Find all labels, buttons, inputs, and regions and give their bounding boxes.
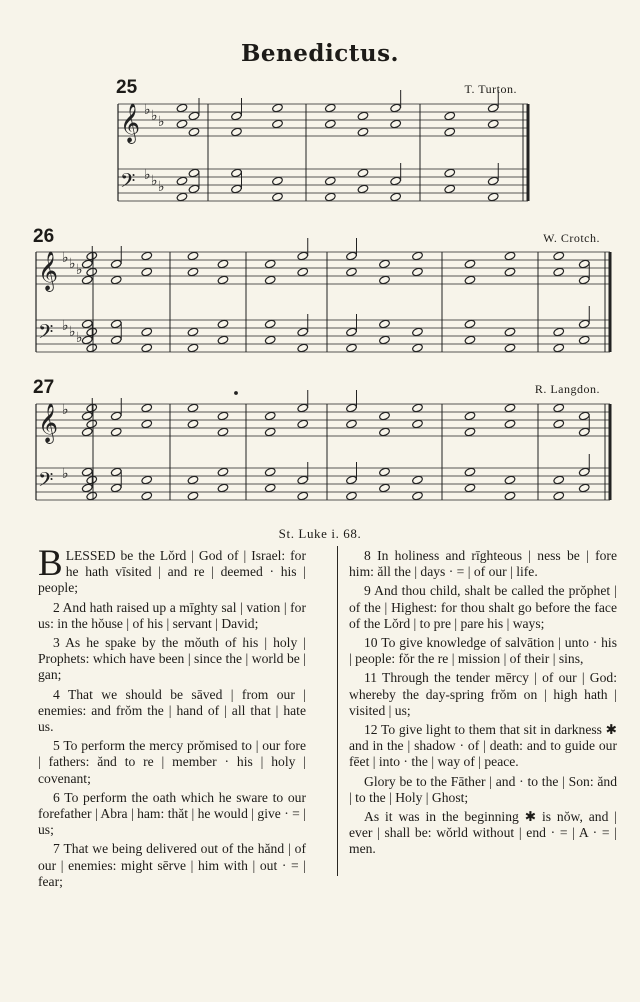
note-head	[141, 491, 153, 501]
note-head	[141, 343, 153, 353]
note-head	[444, 111, 456, 121]
note-head	[86, 491, 98, 501]
note-head	[487, 192, 499, 202]
note-head	[553, 327, 565, 337]
note-head	[578, 467, 590, 477]
flat-sign: ♭	[151, 109, 158, 124]
note-head	[81, 483, 93, 493]
composer-langdon: R. Langdon.	[534, 382, 600, 396]
note-head	[141, 267, 153, 277]
note-head	[325, 119, 337, 129]
note-head	[187, 475, 199, 485]
note-head	[188, 168, 200, 178]
note-head	[297, 343, 309, 353]
note-head	[346, 475, 358, 485]
note-head	[297, 267, 309, 277]
note-head	[553, 343, 565, 353]
note-head	[188, 184, 200, 194]
note-head	[412, 327, 424, 337]
note-head	[379, 335, 391, 345]
note-head	[187, 403, 199, 413]
note-head	[187, 343, 199, 353]
flat-sign: ♭	[151, 174, 158, 189]
note-head	[81, 427, 93, 437]
note-head	[346, 419, 358, 429]
note-head	[357, 168, 369, 178]
note-head	[141, 419, 153, 429]
note-head	[188, 127, 200, 137]
note-head	[390, 119, 402, 129]
note-head	[464, 259, 476, 269]
note-head	[390, 103, 402, 113]
note-head	[553, 475, 565, 485]
flat-sign: ♭	[76, 263, 83, 278]
note-head	[553, 267, 565, 277]
note-head	[379, 411, 391, 421]
note-head	[81, 319, 93, 329]
flat-sign: ♭	[62, 251, 69, 266]
verse-6: 6 To perform the oath which he sware to our forefather | Abra | ham: thăt | he would | give · = | us;	[38, 789, 306, 838]
note-head	[81, 467, 93, 477]
note-head	[412, 419, 424, 429]
note-head	[357, 111, 369, 121]
note-head	[217, 467, 229, 477]
verse-4: 4 That we should be sāved | from our | enemies: and frŏm the | hand of | all that | hate us.	[38, 686, 306, 735]
note-head	[412, 491, 424, 501]
note-head	[412, 403, 424, 413]
note-head	[346, 343, 358, 353]
note-head	[272, 103, 284, 113]
note-head	[553, 419, 565, 429]
flat-sign: ♭	[144, 168, 151, 183]
note-head	[578, 259, 590, 269]
note-head	[110, 411, 122, 421]
note-head	[264, 275, 276, 285]
flat-sign: ♭	[69, 257, 76, 272]
note-head	[379, 319, 391, 329]
note-head	[578, 483, 590, 493]
note-head	[346, 491, 358, 501]
note-head	[187, 419, 199, 429]
note-head	[176, 103, 188, 113]
note-head	[464, 335, 476, 345]
column-divider	[337, 546, 338, 876]
note-head	[187, 267, 199, 277]
note-head	[81, 411, 93, 421]
tune-number-25: 25	[116, 77, 138, 98]
scripture-reference: St. Luke i. 68.	[278, 526, 362, 541]
note-head	[217, 335, 229, 345]
note-head	[110, 467, 122, 477]
note-head	[444, 168, 456, 178]
note-head	[264, 335, 276, 345]
note-head	[379, 467, 391, 477]
note-head	[217, 411, 229, 421]
note-head	[217, 427, 229, 437]
note-head	[141, 403, 153, 413]
note-head	[504, 267, 516, 277]
flat-sign: ♭	[62, 467, 69, 482]
note-head	[297, 491, 309, 501]
note-head	[141, 327, 153, 337]
note-head	[272, 176, 284, 186]
gloria-1: Glory be to the Fāther | and · to the | Son: ănd | to the | Holy | Ghost;	[349, 773, 617, 805]
note-head	[110, 483, 122, 493]
note-head	[187, 251, 199, 261]
note-head	[217, 259, 229, 269]
verse-2: 2 And hath raised up a mīghty sal | vation | for us: in the hŏuse | of his | servant | David;	[38, 599, 306, 631]
verse-7: 7 That we being delivered out of the hănd | of our | enemies: might sērve | him with | out · = | fear;	[38, 841, 306, 889]
treble-clef: 𝄞	[120, 103, 141, 143]
note-head	[217, 319, 229, 329]
note-head	[357, 127, 369, 137]
note-head	[264, 483, 276, 493]
note-head	[217, 483, 229, 493]
note-head	[176, 192, 188, 202]
note-head	[81, 259, 93, 269]
note-head	[264, 427, 276, 437]
note-head	[578, 319, 590, 329]
note-head	[412, 267, 424, 277]
note-head	[297, 327, 309, 337]
flat-sign: ♭	[158, 180, 165, 195]
note-head	[176, 119, 188, 129]
note-head	[141, 251, 153, 261]
note-head	[504, 343, 516, 353]
note-head	[346, 403, 358, 413]
note-head	[272, 192, 284, 202]
flat-sign: ♭	[144, 103, 151, 118]
page-title: Benedictus.	[240, 40, 400, 67]
note-head	[81, 275, 93, 285]
composer-crotch: W. Crotch.	[543, 231, 600, 245]
flat-sign: ♭	[62, 403, 69, 418]
note-head	[231, 184, 243, 194]
bass-clef: 𝄢	[38, 320, 54, 348]
note-head	[110, 319, 122, 329]
note-head	[464, 411, 476, 421]
verse-12: 12 To give light to them that sit in darkness ✱ and in the | shadow · of | death: and to guide our fēet | into · the | way of | peace.	[349, 722, 617, 770]
note-head	[504, 251, 516, 261]
note-head	[578, 335, 590, 345]
note-head	[187, 327, 199, 337]
treble-clef: 𝄞	[38, 403, 59, 443]
note-head	[504, 475, 516, 485]
note-head	[110, 275, 122, 285]
note-head	[504, 327, 516, 337]
note-head	[297, 251, 309, 261]
note-head	[188, 111, 200, 121]
note-head	[487, 103, 499, 113]
note-head	[379, 427, 391, 437]
flat-sign: ♭	[158, 115, 165, 130]
note-head	[578, 427, 590, 437]
note-head	[464, 275, 476, 285]
note-head	[464, 467, 476, 477]
bass-clef: 𝄢	[120, 169, 136, 197]
note-head	[110, 335, 122, 345]
note-head	[553, 491, 565, 501]
note-head	[346, 327, 358, 337]
verse-5: 5 To perform the mercy prŏmised to | our fore | fathers: ănd to re | member · his | holy | covenant;	[38, 738, 306, 786]
note-head	[346, 251, 358, 261]
flat-sign: ♭	[76, 331, 83, 346]
note-head	[231, 111, 243, 121]
note-head	[487, 176, 499, 186]
note-head	[176, 176, 188, 186]
note-head	[553, 251, 565, 261]
canticle-text-left-column	[38, 543, 306, 893]
treble-clef: 𝄞	[38, 251, 59, 291]
note-head	[86, 343, 98, 353]
note-head	[379, 259, 391, 269]
composer-turton: T. Turton.	[464, 82, 517, 96]
note-head	[464, 319, 476, 329]
note-head	[346, 267, 358, 277]
note-head	[412, 343, 424, 353]
note-head	[379, 483, 391, 493]
verse-8: 8 In holiness and rīghteous | ness be | fore him: ăll the | days · = | of our | life.	[349, 548, 617, 580]
note-head	[264, 319, 276, 329]
flat-sign: ♭	[69, 325, 76, 340]
note-head	[504, 403, 516, 413]
note-head	[297, 475, 309, 485]
note-head	[86, 419, 98, 429]
verse-11: 11 Through the tender mērcy | of our | God: whereby the day-spring frŏm on | high hath | visited | us;	[349, 670, 617, 718]
note-head	[264, 467, 276, 477]
note-head	[412, 251, 424, 261]
verse-10: 10 To give knowledge of salvātion | unto · his | people: fŏr the re | mission | of their | sins,	[349, 635, 617, 667]
drop-cap: B	[38, 543, 63, 584]
note-head	[325, 176, 337, 186]
note-head	[217, 275, 229, 285]
note-head	[504, 491, 516, 501]
note-head	[578, 411, 590, 421]
note-head	[464, 427, 476, 437]
note-head	[578, 275, 590, 285]
note-head	[297, 403, 309, 413]
note-head	[379, 275, 391, 285]
note-head	[110, 427, 122, 437]
bass-clef: 𝄢	[38, 468, 54, 496]
note-head	[231, 168, 243, 178]
note-head	[553, 403, 565, 413]
note-head	[444, 127, 456, 137]
verse-9: 9 And thou child, shalt be called the prŏphet | of the | Highest: for thou shalt go before the face of the Lŏrd | to pre | pare his | ways;	[349, 583, 617, 631]
note-head	[231, 127, 243, 137]
note-head	[86, 267, 98, 277]
note-head	[187, 491, 199, 501]
note-head	[390, 192, 402, 202]
note-head	[487, 119, 499, 129]
note-head	[272, 119, 284, 129]
note-head	[412, 475, 424, 485]
canticle-text-right-column	[349, 548, 617, 861]
note-head	[357, 184, 369, 194]
verse-1: BLESSED be the Lŏrd | God of | Israel: for he hath vīsited | and re | deemed · his | people;	[38, 543, 306, 596]
tune-number-26: 26	[33, 226, 55, 247]
flat-sign: ♭	[62, 319, 69, 334]
note-head	[444, 184, 456, 194]
verse-3: 3 As he spake by the mŏuth of his | holy | Prophets: which have been | since the | world be | gan;	[38, 635, 306, 683]
note-head	[264, 411, 276, 421]
note-head	[325, 192, 337, 202]
note-head	[504, 419, 516, 429]
note-head	[110, 259, 122, 269]
note-head	[81, 335, 93, 345]
note-head	[464, 483, 476, 493]
printer-mark	[235, 392, 238, 395]
note-head	[297, 419, 309, 429]
note-head	[264, 259, 276, 269]
note-head	[141, 475, 153, 485]
tune-number-27: 27	[33, 377, 55, 398]
gloria-2: As it was in the beginning ✱ is nŏw, and | ever | shall be: wŏrld without | end · = | A · = | men.	[349, 809, 617, 857]
note-head	[390, 176, 402, 186]
note-head	[325, 103, 337, 113]
